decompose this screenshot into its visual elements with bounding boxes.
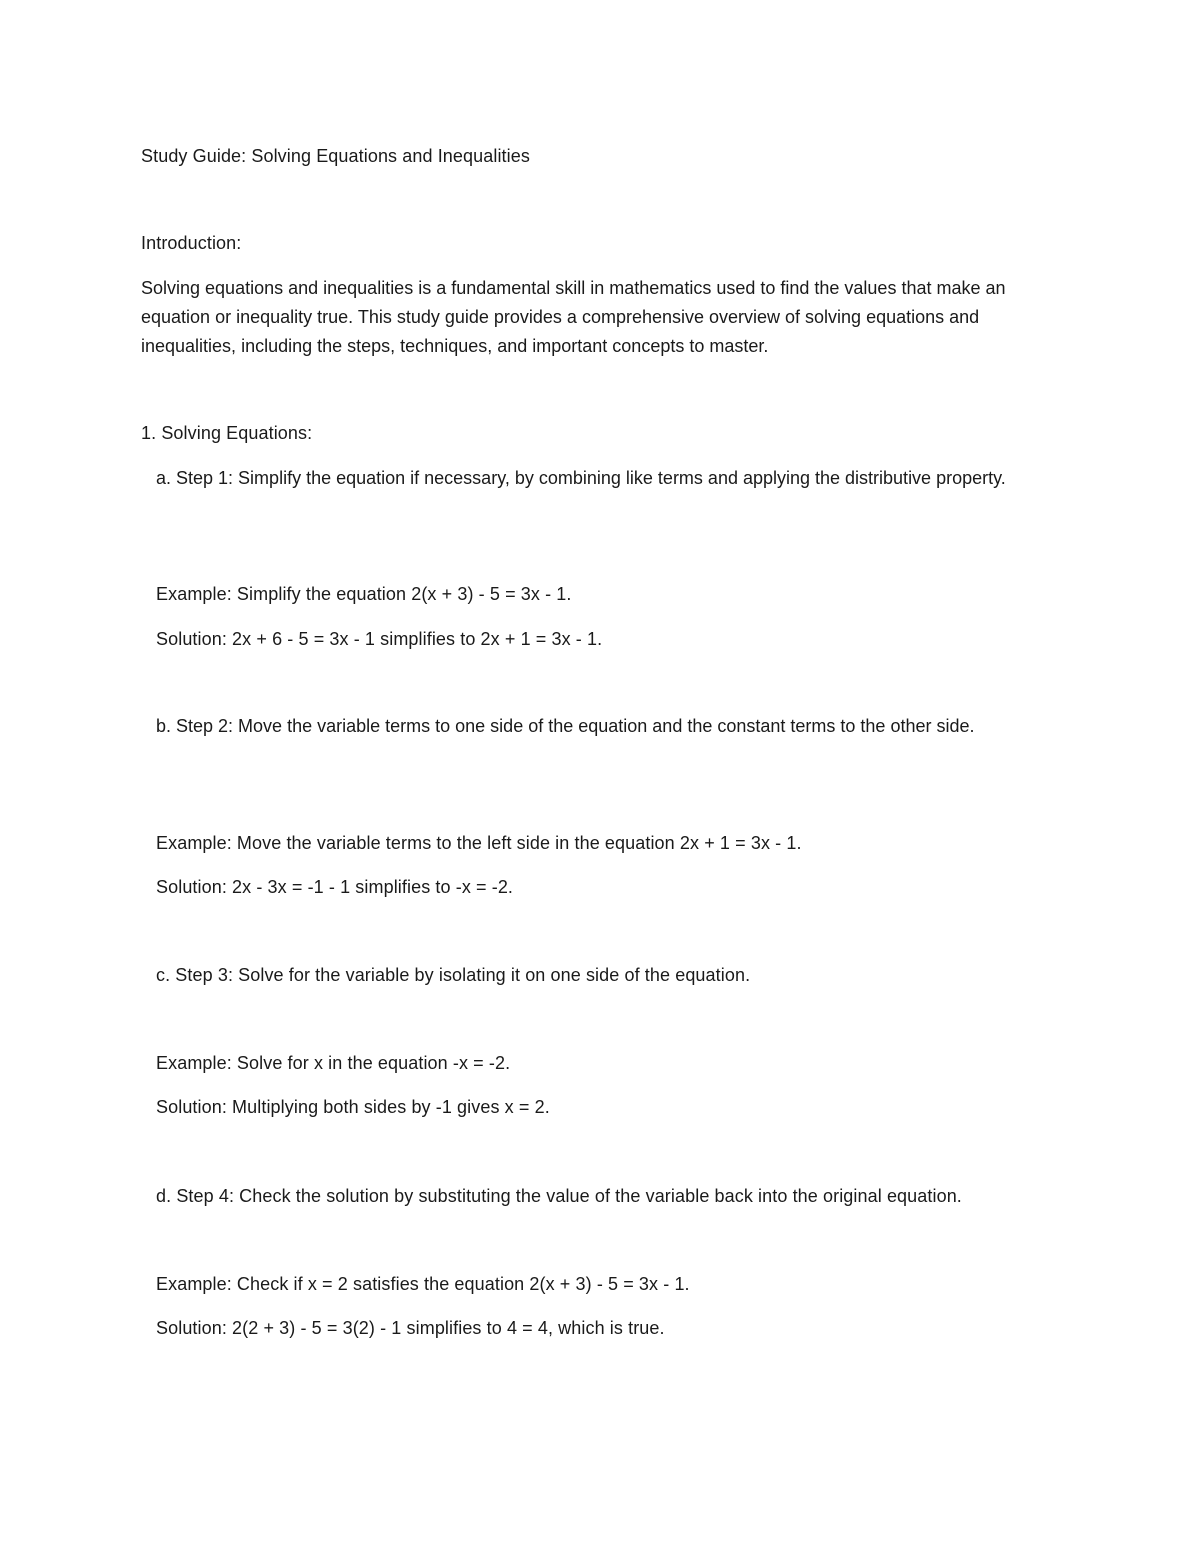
step-3-example: Example: Solve for x in the equation -x = -2.: [156, 1053, 511, 1073]
step-1-text: a. Step 1: Simplify the equation if necessary, by combining like terms and applying the distributive property.: [156, 468, 1006, 488]
section-heading-solving-equations: 1. Solving Equations:: [141, 423, 313, 443]
step-3-solution: Solution: Multiplying both sides by -1 gives x = 2.: [156, 1097, 550, 1117]
step-2-solution: Solution: 2x - 3x = -1 - 1 simplifies to -x = -2.: [156, 877, 514, 897]
step-4-text: d. Step 4: Check the solution by substituting the value of the variable back into the original equation.: [156, 1186, 962, 1206]
document-title: Study Guide: Solving Equations and Inequalities: [141, 146, 530, 166]
step-2-text: b. Step 2: Move the variable terms to one side of the equation and the constant terms to the other side.: [156, 716, 975, 736]
step-4-example: Example: Check if x = 2 satisfies the equation 2(x + 3) - 5 = 3x - 1.: [156, 1274, 690, 1294]
intro-paragraph: Solving equations and inequalities is a fundamental skill in mathematics used to find the values that make an equation or inequality true. This study guide provides a comprehensive overview of solving equations and inequalities, including the steps, techniques, and important concepts to master.: [141, 278, 1006, 356]
intro-heading: Introduction:: [141, 233, 242, 253]
step-3-text: c. Step 3: Solve for the variable by isolating it on one side of the equation.: [156, 965, 751, 985]
step-2-example: Example: Move the variable terms to the left side in the equation 2x + 1 = 3x - 1.: [156, 833, 802, 853]
step-1-solution: Solution: 2x + 6 - 5 = 3x - 1 simplifies to 2x + 1 = 3x - 1.: [156, 629, 603, 649]
step-4-solution: Solution: 2(2 + 3) - 5 = 3(2) - 1 simplifies to 4 = 4, which is true.: [156, 1318, 665, 1338]
step-1-example: Example: Simplify the equation 2(x + 3) - 5 = 3x - 1.: [156, 584, 572, 604]
